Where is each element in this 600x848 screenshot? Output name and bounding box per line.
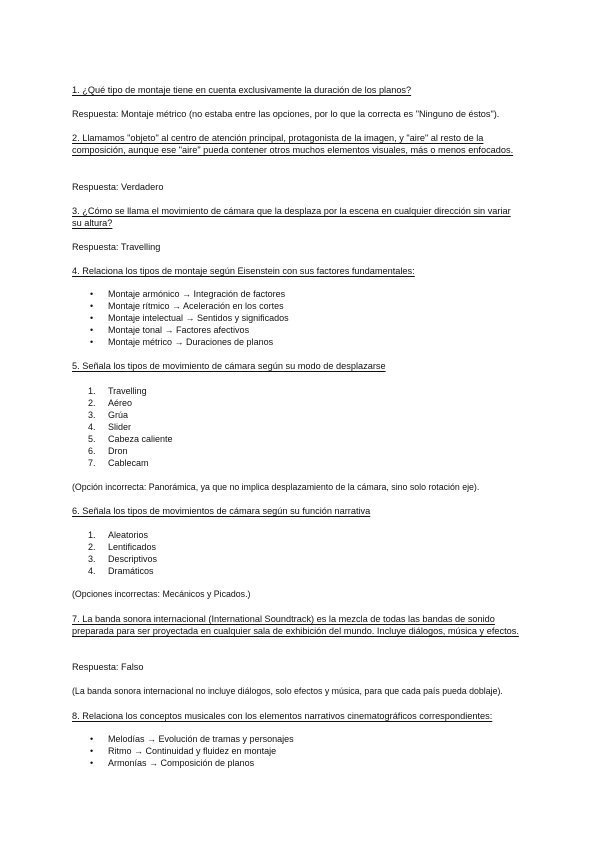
list-item: 4. Slider [88, 422, 132, 432]
list-item: 1. Travelling [88, 386, 147, 396]
list-item: • Montaje métrico → Duraciones de planos [72, 336, 289, 348]
list-item: 4. Dramáticos [88, 566, 154, 576]
list-item: 1. Aleatorios [88, 530, 149, 540]
question-1: 1. ¿Qué tipo de montaje tiene en cuenta exclusivamente la duración de los planos? [72, 85, 412, 95]
question-4: 4. Relaciona los tipos de montaje según Eisenstein con sus factores fundamentales: [72, 266, 415, 276]
note-5: (Opción incorrecta: Panorámica, ya que no implica desplazamiento de la cámara, sino solo rotación eje). [72, 482, 480, 492]
musica-list [72, 733, 294, 769]
answer-3: Respuesta: Travelling [72, 242, 161, 252]
desplazamiento-list [72, 385, 173, 469]
list-item: • Montaje rítmico → Aceleración en los cortes [72, 300, 289, 312]
list-item: • Ritmo → Continuidad y fluidez en montaje [72, 745, 294, 757]
question-5: 5. Señala los tipos de movimiento de cámara según su modo de desplazarse [72, 361, 386, 371]
funcion-narrativa-list [72, 529, 157, 577]
list-item: 6. Dron [88, 446, 128, 456]
list-item: 3. Grúa [88, 410, 129, 420]
question-8: 8. Relaciona los conceptos musicales con los elementos narrativos cinematográficos correspondientes: [72, 711, 493, 721]
question-2: 2. Llamamos "objeto" al centro de atención principal, protagonista de la imagen, y "aire" al resto de la composición, aunque ese "aire" pueda contener otros muchos elementos visuales, más o menos enfocados. [72, 133, 514, 156]
list-item: • Montaje tonal → Factores afectivos [72, 324, 289, 336]
question-6: 6. Señala los tipos de movimientos de cámara según su función narrativa [72, 506, 371, 516]
list-item: 2. Lentificados [88, 542, 157, 552]
list-item: • Montaje intelectual → Sentidos y significados [72, 312, 289, 324]
answer-1: Respuesta: Montaje métrico (no estaba entre las opciones, por lo que la correcta es "Ninguno de éstos"). [72, 109, 500, 119]
list-item: 3. Descriptivos [88, 554, 158, 564]
question-3: 3. ¿Cómo se llama el movimiento de cámara que la desplaza por la escena en cualquier dirección sin variar su altura? [72, 206, 511, 229]
list-item: • Melodías → Evolución de tramas y personajes [72, 733, 294, 745]
question-7: 7. La banda sonora internacional (International Soundtrack) es la mezcla de todas las bandas de sonido preparada para ser proyectada en cualquier sala de exhibición del mundo. Incluye diálogos, música y efectos. [72, 614, 519, 637]
list-item: • Montaje armónico → Integración de factores [72, 288, 289, 300]
note-6: (Opciones incorrectas: Mecánicos y Picados.) [72, 589, 251, 599]
answer-7: Respuesta: Falso [72, 662, 144, 672]
montaje-list [72, 288, 289, 348]
answer-2: Respuesta: Verdadero [72, 182, 164, 192]
list-item: 2. Aéreo [88, 398, 133, 408]
list-item: 7. Cablecam [88, 458, 149, 468]
list-item: 5. Cabeza caliente [88, 434, 173, 444]
note-7: (La banda sonora internacional no incluye diálogos, solo efectos y música, para que cada país pueda doblaje). [72, 686, 503, 696]
list-item: • Armonías → Composición de planos [72, 757, 294, 769]
